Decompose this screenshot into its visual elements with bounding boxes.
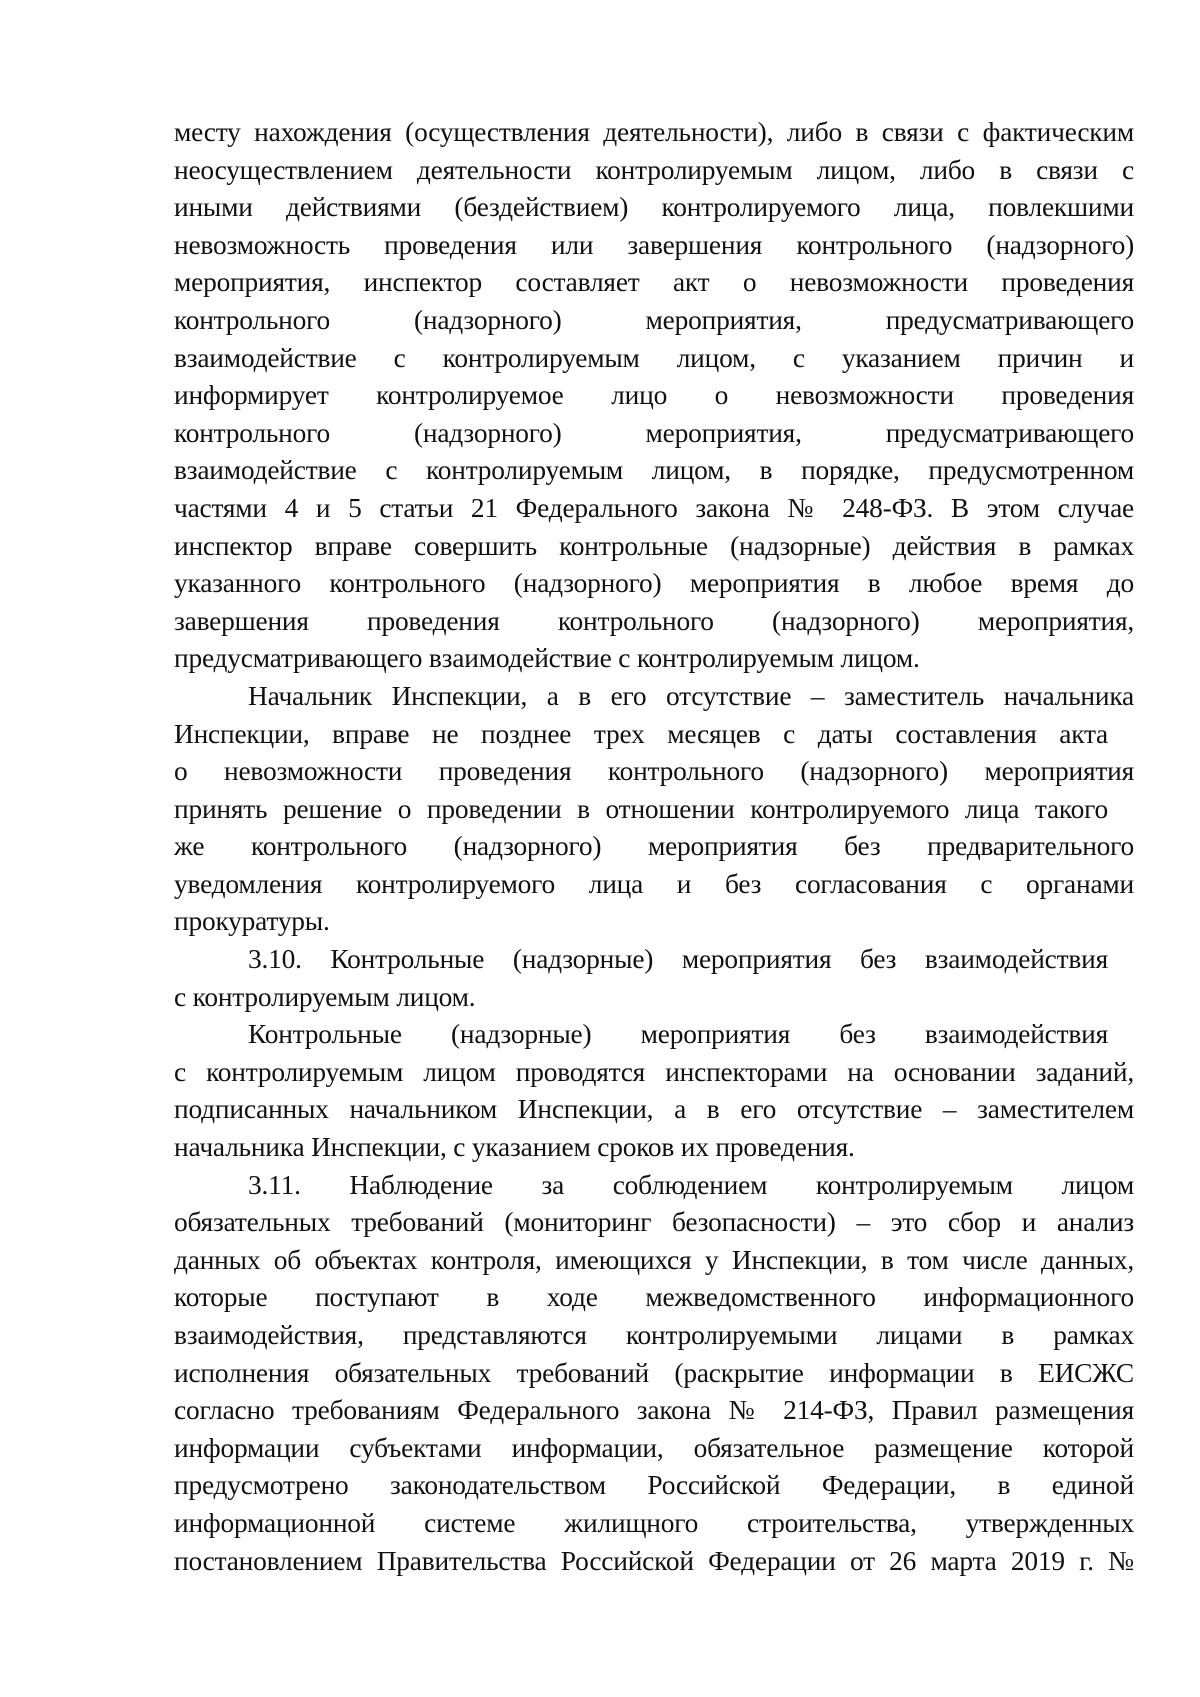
paragraph-start-line: Контрольные (надзорные) мероприятия без взаимодействия [248, 1019, 1108, 1050]
text-line: подписанных начальником Инспекции, а в его отсутствие – заместителем [174, 1094, 1134, 1125]
text-line: с контролируемым лицом проводятся инспекторами на основании заданий, [174, 1056, 1134, 1087]
text-line: о невозможности проведения контрольного (надзорного) мероприятия [174, 756, 1134, 787]
text-line: инспектор вправе совершить контрольные (надзорные) действия в рамках [174, 530, 1134, 561]
text-line: уведомления контролируемого лица и без согласования с органами [174, 868, 1134, 899]
text-line: исполнения обязательных требований (раскрытие информации в ЕИСЖС [174, 1357, 1134, 1388]
text-line: постановлением Правительства Российской Федерации от 26 марта 2019 г. № [174, 1545, 1134, 1576]
text-line: прокуратуры. [174, 906, 330, 937]
text-line: предусматривающего взаимодействие с контролируемым лицом. [174, 643, 920, 674]
text-line: информирует контролируемое лицо о невозможности проведения [174, 380, 1134, 411]
text-line: же контрольного (надзорного) мероприятия без предварительного [174, 831, 1134, 862]
text-line: которые поступают в ходе межведомственного информационного [174, 1282, 1134, 1313]
text-line: начальника Инспекции, с указанием сроков их проведения. [174, 1132, 855, 1163]
text-line: указанного контрольного (надзорного) мероприятия в любое время до [174, 568, 1134, 599]
document-body-text [174, 114, 1134, 1580]
text-line: месту нахождения (осуществления деятельности), либо в связи с фактическим [174, 117, 1134, 147]
text-line: частями 4 и 5 статьи 21 Федерального закона № 248-ФЗ. В этом случае [174, 492, 1134, 523]
text-line: неосуществлением деятельности контролируемым лицом, либо в связи с [174, 154, 1134, 185]
text-line: информационной системе жилищного строительства, утвержденных [174, 1507, 1134, 1538]
text-line: взаимодействия, представляются контролируемыми лицами в рамках [174, 1320, 1134, 1350]
text-line: взаимодействие с контролируемым лицом, с указанием причин и [174, 342, 1134, 373]
text-line: взаимодействие с контролируемым лицом, в порядке, предусмотренном [174, 455, 1134, 486]
section-heading-3-10: 3.10. Контрольные (надзорные) мероприятия без взаимодействия [248, 944, 1108, 975]
text-line: иными действиями (бездействием) контролируемого лица, повлекшими [174, 192, 1134, 223]
text-line: мероприятия, инспектор составляет акт о невозможности проведения [174, 267, 1134, 298]
text-line: принять решение о проведении в отношении контролируемого лица такого [174, 793, 1108, 824]
text-line: контрольного (надзорного) мероприятия, предусматривающего [174, 304, 1134, 335]
text-line: обязательных требований (мониторинг безопасности) – это сбор и анализ [174, 1207, 1134, 1238]
section-heading-3-11: 3.11. Наблюдение за соблюдением контролируемым лицом [248, 1169, 1134, 1200]
text-line: предусмотрено законодательством Российской Федерации, в единой [174, 1470, 1134, 1501]
text-line: согласно требованиям Федерального закона № 214-ФЗ, Правил размещения [174, 1395, 1134, 1426]
text-line: завершения проведения контрольного (надзорного) мероприятия, [174, 605, 1134, 636]
paragraph-start-line: Начальник Инспекции, а в его отсутствие – заместитель начальника [248, 680, 1134, 711]
text-line: Инспекции, вправе не позднее трех месяцев с даты составления акта [174, 718, 1108, 749]
text-line: данных об объектах контроля, имеющихся у Инспекции, в том числе данных, [174, 1244, 1134, 1275]
text-line: информации субъектами информации, обязательное размещение которой [174, 1432, 1134, 1463]
text-line: контрольного (надзорного) мероприятия, предусматривающего [174, 417, 1134, 448]
text-line: невозможность проведения или завершения контрольного (надзорного) [174, 229, 1134, 260]
text-line: с контролируемым лицом. [174, 981, 476, 1012]
